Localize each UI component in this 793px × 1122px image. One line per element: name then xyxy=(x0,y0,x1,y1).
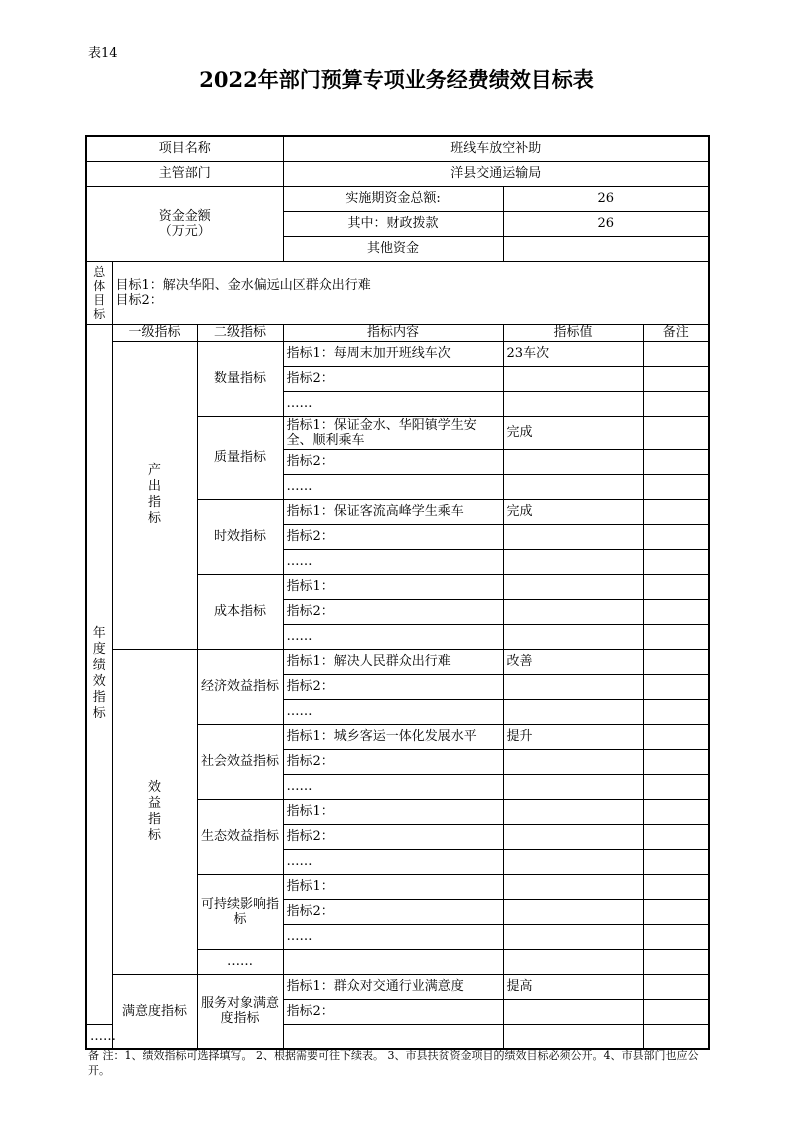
output-group-label: 产出指标 xyxy=(148,463,162,526)
indicator-content: …… xyxy=(283,391,503,416)
indicator-value: 23车次 xyxy=(503,341,643,366)
total-value: 26 xyxy=(503,186,709,211)
table-row xyxy=(86,974,709,999)
indicator-content: …… xyxy=(283,774,503,799)
indicator-value: 提升 xyxy=(503,724,643,749)
indicator-value: 改善 xyxy=(503,649,643,674)
performance-table xyxy=(85,135,710,1050)
fiscal-label: 其中：财政拨款 xyxy=(283,211,503,236)
indicator-content: 指标1： xyxy=(283,874,503,899)
more-label: …… xyxy=(197,949,283,974)
col-level1: 一级指标 xyxy=(112,324,197,341)
indicator-content: …… xyxy=(86,1024,112,1049)
indicator-content: 指标2： xyxy=(283,749,503,774)
indicator-content: 指标2： xyxy=(283,999,503,1024)
other-label: 其他资金 xyxy=(283,236,503,261)
quantity-label: 数量指标 xyxy=(197,341,283,416)
indicator-content: 指标2： xyxy=(283,599,503,624)
col-content: 指标内容 xyxy=(283,324,503,341)
indicator-content: …… xyxy=(283,549,503,574)
page-title: 2022年部门预算专项业务经费绩效目标表 xyxy=(199,67,594,92)
indicator-content: 指标1： xyxy=(283,799,503,824)
fund-label: 资金金额 xyxy=(158,208,211,224)
satisfaction-group-label: 满意度指标 xyxy=(112,974,197,1049)
indicator-content: …… xyxy=(283,924,503,949)
social-label: 社会效益指标 xyxy=(197,724,283,799)
indicator-content: 指标1：保证客流高峰学生乘车 xyxy=(283,499,503,524)
indicator-content: …… xyxy=(283,699,503,724)
fund-total-row xyxy=(86,186,709,211)
indicator-value: 提高 xyxy=(503,974,643,999)
project-value: 班线车放空补助 xyxy=(283,136,709,161)
fund-unit: （万元） xyxy=(158,223,211,239)
indicator-content: …… xyxy=(283,849,503,874)
project-label: 项目名称 xyxy=(86,136,283,161)
overall-goals xyxy=(112,261,709,324)
footnote: 备 注：1、绩效指标可选择填写。 2、根据需要可往下续表。 3、市县扶贫资金项目的绩效目标必须公开。4、市县部门也应公开。 xyxy=(88,1049,699,1077)
other-value xyxy=(503,236,709,261)
overall-goal-2: 目标2： xyxy=(115,292,163,308)
indicator-content: 指标1：群众对交通行业满意度 xyxy=(283,974,503,999)
indicator-content: 指标2： xyxy=(283,824,503,849)
col-remark: 备注 xyxy=(643,324,709,341)
col-value: 指标值 xyxy=(503,324,643,341)
indicator-value: 完成 xyxy=(503,416,643,449)
indicator-content: 指标1：解决人民群众出行难 xyxy=(283,649,503,674)
cost-label: 成本指标 xyxy=(197,574,283,649)
indicator-content: 指标2： xyxy=(283,449,503,474)
indicator-content: …… xyxy=(283,474,503,499)
column-header-row xyxy=(86,324,709,341)
timeliness-label: 时效指标 xyxy=(197,499,283,574)
table-row xyxy=(86,649,709,674)
table-row xyxy=(86,341,709,366)
benefit-group-label: 效益指标 xyxy=(148,779,162,843)
dept-value: 洋县交通运输局 xyxy=(283,161,709,186)
overall-label: 总体目标 xyxy=(93,264,106,321)
ecological-label: 生态效益指标 xyxy=(197,799,283,874)
dept-label: 主管部门 xyxy=(86,161,283,186)
indicator-value: 完成 xyxy=(503,499,643,524)
indicator-content: 指标1：保证金水、华阳镇学生安全、顺利乘车 xyxy=(283,416,503,449)
fund-label-cell xyxy=(86,186,283,261)
indicator-content: 指标1：城乡客运一体化发展水平 xyxy=(283,724,503,749)
fiscal-value: 26 xyxy=(503,211,709,236)
col-level2: 二级指标 xyxy=(197,324,283,341)
service-label: 服务对象满意度指标 xyxy=(197,974,283,1049)
indicator-content: …… xyxy=(283,624,503,649)
indicator-content: 指标2： xyxy=(283,524,503,549)
total-label: 实施期资金总额: xyxy=(283,186,503,211)
indicator-content: 指标1： xyxy=(283,574,503,599)
overall-goal-row xyxy=(86,261,709,324)
indicator-content: 指标1：每周末加开班线车次 xyxy=(283,341,503,366)
annual-label: 年度绩效指标 xyxy=(92,626,106,721)
indicator-remark xyxy=(643,341,709,366)
project-row xyxy=(86,136,709,161)
sustainable-label: 可持续影响指标 xyxy=(197,874,283,949)
dept-row xyxy=(86,161,709,186)
indicator-content: 指标2： xyxy=(283,899,503,924)
economic-label: 经济效益指标 xyxy=(197,649,283,724)
overall-goal-1: 目标1：解决华阳、金水偏远山区群众出行难 xyxy=(115,277,371,293)
indicator-content: 指标2： xyxy=(283,366,503,391)
quality-label: 质量指标 xyxy=(197,416,283,499)
indicator-content: 指标2： xyxy=(283,674,503,699)
table-number: 表14 xyxy=(88,46,118,61)
